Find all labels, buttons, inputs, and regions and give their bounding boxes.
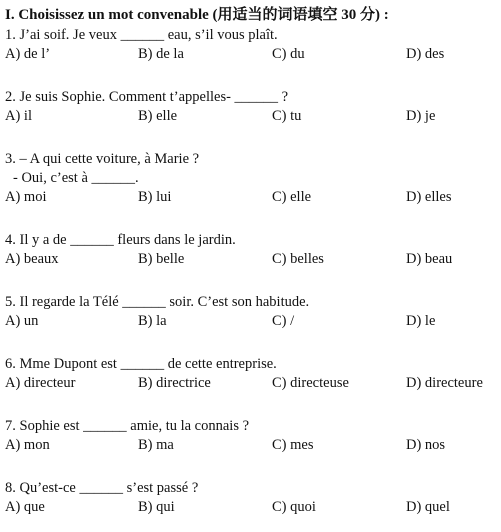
question-8	[5, 479, 497, 517]
option-a[interactable]: A) moi	[5, 189, 47, 205]
option-b[interactable]: B) de la	[138, 46, 184, 62]
option-d[interactable]: D) nos	[406, 437, 446, 453]
exercise-page	[5, 6, 497, 517]
option-d[interactable]: D) elles	[406, 189, 452, 205]
option-c[interactable]: C) /	[272, 313, 295, 329]
option-c[interactable]: C) directeuse	[272, 375, 349, 391]
option-b[interactable]: B) lui	[138, 189, 172, 205]
question-stem: 1. J’ai soif. Je veux ______ eau, s’il vous plaît.	[5, 27, 278, 43]
option-a[interactable]: A) directeur	[5, 375, 76, 391]
question-7	[5, 417, 497, 455]
question-stem: 5. Il regarde la Télé ______ soir. C’est son habitude.	[5, 294, 310, 310]
option-a[interactable]: A) il	[5, 108, 32, 124]
question-stem: 6. Mme Dupont est ______ de cette entreprise.	[5, 356, 277, 372]
question-2	[5, 88, 497, 126]
option-d[interactable]: D) je	[406, 108, 436, 124]
option-a[interactable]: A) un	[5, 313, 39, 329]
option-c[interactable]: C) quoi	[272, 499, 316, 515]
answer-options	[5, 374, 497, 393]
option-b[interactable]: B) la	[138, 313, 167, 329]
question-stem: 3. – A qui cette voiture, à Marie ?	[5, 151, 200, 167]
question-6	[5, 355, 497, 393]
option-d[interactable]: D) des	[406, 46, 445, 62]
option-c[interactable]: C) mes	[272, 437, 314, 453]
answer-options	[5, 107, 497, 126]
option-d[interactable]: D) le	[406, 313, 436, 329]
question-3	[5, 150, 497, 207]
option-a[interactable]: A) beaux	[5, 251, 59, 267]
exercise-title: I. Choisissez un mot convenable (用适当的词语填空 30 分) :	[5, 7, 389, 23]
answer-options	[5, 498, 497, 517]
option-b[interactable]: B) qui	[138, 499, 175, 515]
option-d[interactable]: D) beau	[406, 251, 453, 267]
answer-options	[5, 312, 497, 331]
option-a[interactable]: A) de l’	[5, 46, 51, 62]
question-5	[5, 293, 497, 331]
question-stem: 8. Qu’est-ce ______ s’est passé ?	[5, 480, 199, 496]
option-c[interactable]: C) tu	[272, 108, 302, 124]
option-b[interactable]: B) elle	[138, 108, 178, 124]
option-a[interactable]: A) mon	[5, 437, 50, 453]
option-d[interactable]: D) directeure	[406, 375, 483, 391]
answer-options	[5, 188, 497, 207]
question-4	[5, 231, 497, 269]
question-stem-reply: - Oui, c’est à ______.	[13, 170, 139, 186]
option-b[interactable]: B) directrice	[138, 375, 211, 391]
answer-options	[5, 45, 497, 64]
option-c[interactable]: C) belles	[272, 251, 324, 267]
option-d[interactable]: D) quel	[406, 499, 450, 515]
option-c[interactable]: C) du	[272, 46, 305, 62]
option-c[interactable]: C) elle	[272, 189, 312, 205]
question-stem: 2. Je suis Sophie. Comment t’appelles- ______ ?	[5, 89, 289, 105]
question-stem: 7. Sophie est ______ amie, tu la connais ?	[5, 418, 250, 434]
option-b[interactable]: B) belle	[138, 251, 185, 267]
option-a[interactable]: A) que	[5, 499, 45, 515]
answer-options	[5, 436, 497, 455]
option-b[interactable]: B) ma	[138, 437, 174, 453]
question-stem: 4. Il y a de ______ fleurs dans le jardin.	[5, 232, 236, 248]
answer-options	[5, 250, 497, 269]
question-1	[5, 26, 497, 64]
